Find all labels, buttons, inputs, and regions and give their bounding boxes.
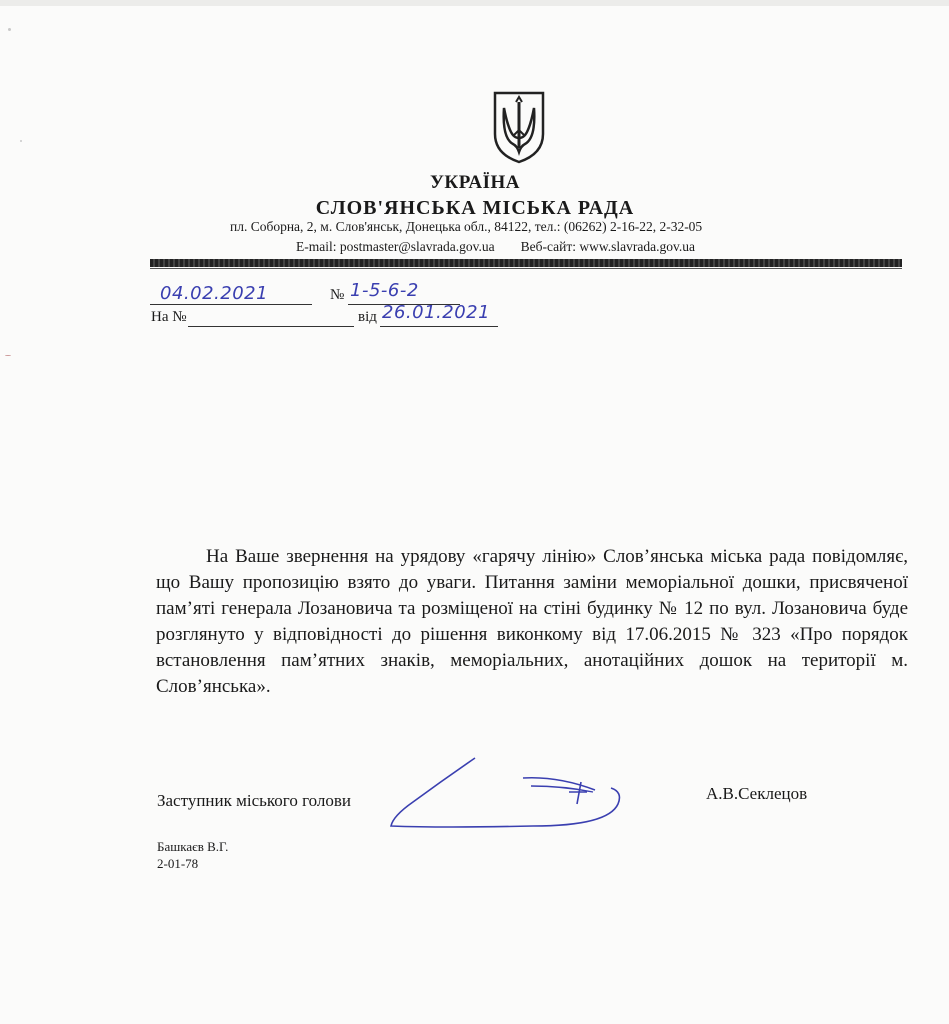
header-website: Веб-сайт: www.slavrada.gov.ua	[520, 239, 695, 254]
header-council-name: СЛОВ'ЯНСЬКА МІСЬКА РАДА	[315, 197, 635, 219]
header-address: пл. Соборна, 2, м. Слов'янськ, Донецька обл., 84122, тел.: (06262) 2-16-22, 2-32-05	[230, 219, 703, 234]
letter-body: На Ваше звернення на урядову «гарячу лінію» Слов’янська міська рада повідомляє, що Вашу пропозицію взято до уваги. Питання заміни меморіальної дошки, присвяченої пам’яті генерала Лозановича та розміщеної на стіні будинку № 12 по вул. Лозановича буде розглянуто у відповідності до рішення виконкому від 17.06.2015 № 323 «Про порядок встановлення пам’ятних знаків, меморіальних, анотаційних дошок на території м. Слов’янська».	[156, 546, 908, 697]
signatory-name: А.В.Секлецов	[706, 784, 808, 803]
handwritten-signature	[383, 752, 628, 834]
executor-name: Башкаєв В.Г.	[157, 839, 229, 854]
scan-edge	[0, 0, 949, 6]
header-country: УКРАЇНА	[429, 172, 520, 193]
header-contacts	[296, 239, 816, 255]
scan-speck	[8, 28, 11, 31]
reference-date: 26.01.2021	[382, 302, 491, 323]
header-email: E-mail: postmaster@slavrada.gov.ua	[296, 239, 495, 254]
executor-info	[157, 838, 228, 872]
outgoing-date: 04.02.2021	[160, 283, 269, 304]
signatory-position: Заступник міського голови	[157, 791, 352, 810]
reference-number-underline	[188, 326, 354, 327]
executor-phone: 2-01-78	[157, 856, 199, 871]
reference-number-label: На №	[151, 309, 187, 325]
outgoing-number: 1-5-6-2	[350, 280, 419, 301]
header-divider	[150, 259, 902, 267]
coat-of-arms-icon	[491, 90, 547, 164]
reference-date-underline	[380, 326, 498, 327]
outgoing-date-underline	[150, 304, 312, 305]
outgoing-number-label: №	[330, 287, 345, 303]
header-divider-thin	[150, 268, 902, 269]
reference-date-label: від	[358, 309, 377, 325]
scan-speck	[5, 355, 11, 356]
scan-speck	[20, 140, 22, 142]
